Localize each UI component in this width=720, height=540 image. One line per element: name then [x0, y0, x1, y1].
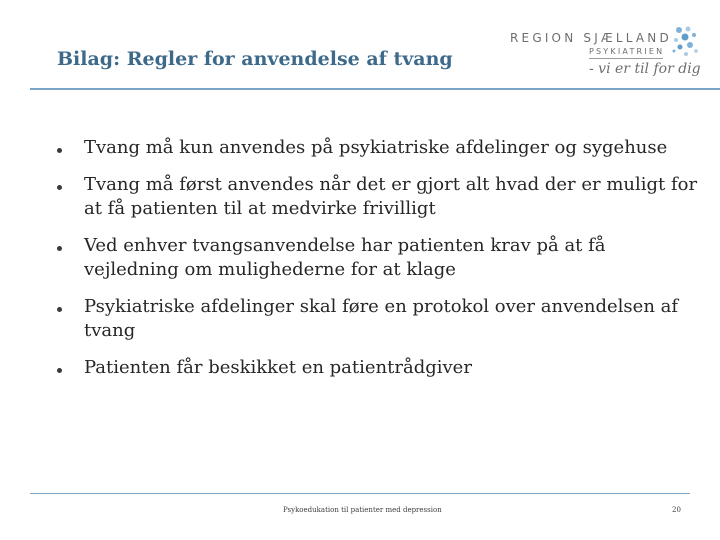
bullet-list	[56, 136, 706, 393]
logo-tagline: - vi er til for dig	[589, 61, 701, 77]
page-number: 20	[672, 506, 681, 514]
bullet-icon	[57, 368, 62, 373]
bullet-item: Patienten får beskikket en patientrådgiver	[56, 356, 706, 380]
bullet-icon	[57, 246, 62, 251]
logo-divider	[589, 58, 663, 59]
bullet-item: Tvang må kun anvendes på psykiatriske afdelinger og sygehuse	[56, 136, 706, 160]
bullet-icon	[57, 148, 62, 153]
region-sjaelland-logo	[505, 24, 715, 88]
bullet-icon	[57, 185, 62, 190]
bullet-icon	[57, 307, 62, 312]
slide-title: Bilag: Regler for anvendelse af tvang	[57, 48, 453, 70]
logo-department: PSYKIATRIEN	[589, 47, 665, 56]
bullet-item: Psykiatriske afdelinger skal føre en protokol over anvendelsen af tvang	[56, 295, 706, 343]
dots-icon	[665, 24, 715, 74]
footer-divider	[30, 493, 690, 494]
title-divider	[30, 88, 720, 90]
bullet-item: Tvang må først anvendes når det er gjort alt hvad der er muligt for at få patienten til at medvirke frivilligt	[56, 173, 706, 221]
logo-name: REGION SJÆLLAND	[510, 31, 672, 45]
footer-text: Psykoedukation til patienter med depression	[283, 506, 442, 514]
bullet-item: Ved enhver tvangsanvendelse har patienten krav på at få vejledning om mulighederne for at klage	[56, 234, 706, 282]
